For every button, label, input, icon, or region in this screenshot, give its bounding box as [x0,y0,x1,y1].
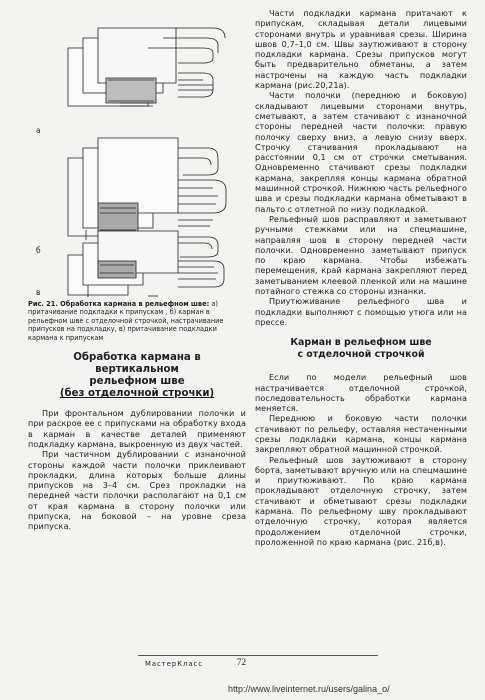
left-paragraph-1: При фронтальном дублировании полочки и при раскрое ее с припусками на обработку входа в карман в качестве деталей применяют подкладку кармана, выкроенную из двух частей. [28,408,246,449]
right-paragraph-4: Приутюживание рельефного шва и подкладки выполняют с помощью утюга или на прессе. [255,296,467,327]
right-paragraph-2: Части полочки (переднюю и боковую) складывают лицевыми сторонами внутрь, сметывают, а затем стачивают с изнаночной стороны передней части полочки: правую полочку сверху вниз, а левую снизу вверх. Строчку стачивания прокладывают на расстоянии 0,1 см от строчки сметывания. Одновременно стачивают срезы подкладки кармана, закрепляя концы кармана обратной машинной строчкой. Нижнюю часть рельефного шва и срезы подкладки кармана обметывают в пальто с отлетной по низу подкладкой. [255,90,467,214]
footer-divider [138,655,378,656]
left-column [28,8,246,532]
heading-line-4: (без отделочной строчки) [59,388,215,400]
diagram-c [28,203,246,303]
figure-letter-b: б [36,246,41,255]
footer-brand: МастерКласс [145,660,204,668]
figure-21 [28,8,246,298]
right-heading-line-1: Карман в рельефном шве [290,337,432,349]
right-column [255,8,467,547]
diagram-a [68,28,225,106]
right-paragraph-7: Рельефный шов заутюживают в сторону борта, заметывают вручную или на спецмашине и приутюживают. По краю кармана прокладывают отделочную строчку, затем стачивают и обметывают срезы подкладки кармана. По рельефному шву прокладывают отделочную строчку, которая является продолжением отделочной строчки, проложенной по краю кармана (рис. 21б,в). [255,454,467,547]
heading-line-1: Обработка кармана в [73,352,201,364]
right-heading-line-2: с отделочной строчкой [297,348,425,360]
figure-caption [28,300,246,342]
section-heading-left [28,352,246,400]
right-paragraph-1: Части подкладки кармана притачают к припускам, складывая детали лицевыми сторонами внутрь и уравнивая срезы. Ширина швов 0,7–1,0 см. Швы заутюживают в сторону подкладки кармана. Срезы припусков могут быть предварительно обметаны, а затем настрочены на каждую часть подкладки кармана (рис.20,21а). [255,8,467,91]
figure-letter-a: а [36,126,41,135]
page-number: 72 [237,657,246,667]
heading-line-2: вертикальном [95,364,179,376]
left-paragraph-2: При частичном дублировании с изнаночной стороны каждой части полочки приклеивают прокладки, длина которых больше длины припусков на 3–4 см. Срез прокладки на передней части полочки располагают на 0,1 см от края кармана в сторону полочки или припуска, на боковой – на уровне среза припуска. [28,449,246,532]
source-url: http://www.liveinternet.ru/users/galina_o/ [228,684,390,694]
right-paragraph-3: Рельефный шов расправляют и заметывают ручными стежками или на спецмашине, направляя шов в сторону передней части полочки. Одновременно заметывают припуск по краю кармана. Чтобы избежать перемещения, край кармана закрепляют перед заметыванием клеевой пленкой или на машине потайного стежка со стороны изнанки. [255,213,467,297]
right-paragraph-6: Переднюю и боковую части полочки стачивают по рельефу, оставляя нестаченными срезы подкладки кармана, концы кармана закрепляют обратной машинной строчкой. [255,413,467,455]
right-paragraph-5: Если по модели рельефный шов настрачивается отделочной строчкой, последовательность обработки кармана меняется. [255,372,467,414]
caption-label: Рис. 21. Обработка кармана в рельефном шве: [28,300,210,308]
caption-text: а) притачивание подкладки к припускам , б) карман в рельефном шве с отделочной строчкой, настрачивание припусков на подкладку, в) притачивание подкладки кармана к припускам [28,300,224,342]
section-heading-right [255,337,467,360]
heading-line-3: рельефном шве [89,376,185,388]
figure-letter-c: в [36,288,41,297]
